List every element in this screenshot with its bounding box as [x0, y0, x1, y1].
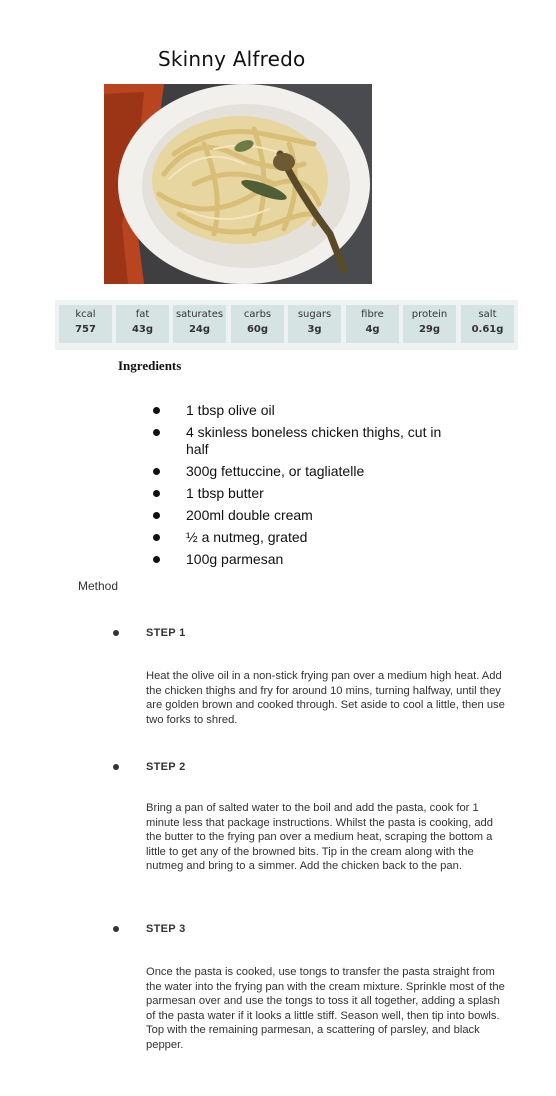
nutrition-value: 4g [365, 324, 380, 335]
ingredient-item [150, 551, 450, 568]
ingredient-text: 1 tbsp butter [186, 485, 264, 501]
bullet-icon [153, 512, 160, 519]
ingredient-text: 1 tbsp olive oil [186, 402, 275, 418]
nutrition-cell-fibre [346, 305, 399, 343]
ingredient-item [150, 485, 450, 502]
nutrition-label: saturates [175, 309, 224, 320]
ingredient-text: 4 skinless boneless chicken thighs, cut in half [186, 424, 442, 457]
step-text: Bring a pan of salted water to the boil and add the pasta, cook for 1 minute less that package instructions. Whilst the pasta is cooking, add the butter to the frying pan over a medium heat, scraping the bottom a little to get any of the browned bits. Tip in the cream along with the nutmeg and bring to a simmer. Add the chicken back to the pan. [146, 802, 493, 873]
step-text: Heat the olive oil in a non-stick frying pan over a medium high heat. Add the chicken thighs and fry for around 10 mins, turning halfway, until they are golden brown and cooked through. Set aside to cool a little, then use two forks to shred. [146, 670, 505, 726]
bullet-icon [153, 490, 160, 497]
step-label: STEP 2 [146, 761, 186, 773]
nutrition-cell-fat [116, 305, 169, 343]
nutrition-cell-salt [461, 305, 514, 343]
nutrition-table [55, 300, 518, 350]
bullet-icon [113, 764, 119, 770]
recipe-photo [104, 84, 372, 284]
bullet-icon [153, 556, 160, 563]
nutrition-label: kcal [75, 309, 96, 320]
nutrition-cell-saturates [173, 305, 226, 343]
nutrition-cell-sugars [288, 305, 341, 343]
ingredient-item [150, 402, 450, 419]
bullet-icon [113, 926, 119, 932]
nutrition-value: 60g [246, 324, 269, 335]
nutrition-label: carbs [243, 309, 272, 320]
bullet-icon [153, 407, 160, 414]
nutrition-cell-kcal [59, 305, 112, 343]
ingredient-text: 100g parmesan [186, 551, 284, 567]
step-text: Once the pasta is cooked, use tongs to transfer the pasta straight from the water into the frying pan with the cream mixture. Sprinkle most of the parmesan over and use the tongs to toss it all together, adding a splash of the pasta water if it looks a little stiff. Season well, then tip into bowls. Top with the remaining parmesan, a scattering of parsley, and black pepper. [146, 966, 505, 1051]
ingredient-item [150, 463, 450, 480]
bullet-icon [153, 534, 160, 541]
nutrition-cell-carbs [231, 305, 284, 343]
bullet-icon [153, 429, 160, 436]
bullet-icon [153, 468, 160, 475]
ingredient-text: 200ml double cream [186, 507, 313, 523]
nutrition-label: protein [411, 309, 448, 320]
ingredients-heading: Ingredients [118, 358, 182, 373]
nutrition-label: salt [478, 309, 497, 320]
nutrition-value: 29g [418, 324, 441, 335]
nutrition-label: fat [135, 309, 150, 320]
nutrition-value: 43g [131, 324, 154, 335]
ingredient-text: ½ a nutmeg, grated [186, 529, 308, 545]
nutrition-value: 24g [188, 324, 211, 335]
ingredient-text: 300g fettuccine, or tagliatelle [186, 463, 365, 479]
ingredient-item [150, 507, 450, 524]
step-label: STEP 1 [146, 627, 186, 639]
method-heading: Method [78, 579, 119, 593]
recipe-title: Skinny Alfredo [158, 47, 306, 71]
ingredients-list [150, 402, 450, 573]
pasta-plate-illustration [104, 84, 372, 284]
step-label: STEP 3 [146, 923, 186, 935]
nutrition-value: 3g [307, 324, 322, 335]
ingredient-item [150, 424, 450, 458]
nutrition-cell-protein [403, 305, 456, 343]
nutrition-label: sugars [297, 309, 332, 320]
ingredient-item [150, 529, 450, 546]
bullet-icon [113, 630, 119, 636]
nutrition-label: fibre [361, 309, 384, 320]
nutrition-value: 757 [75, 324, 96, 335]
nutrition-value: 0.61g [471, 324, 504, 335]
